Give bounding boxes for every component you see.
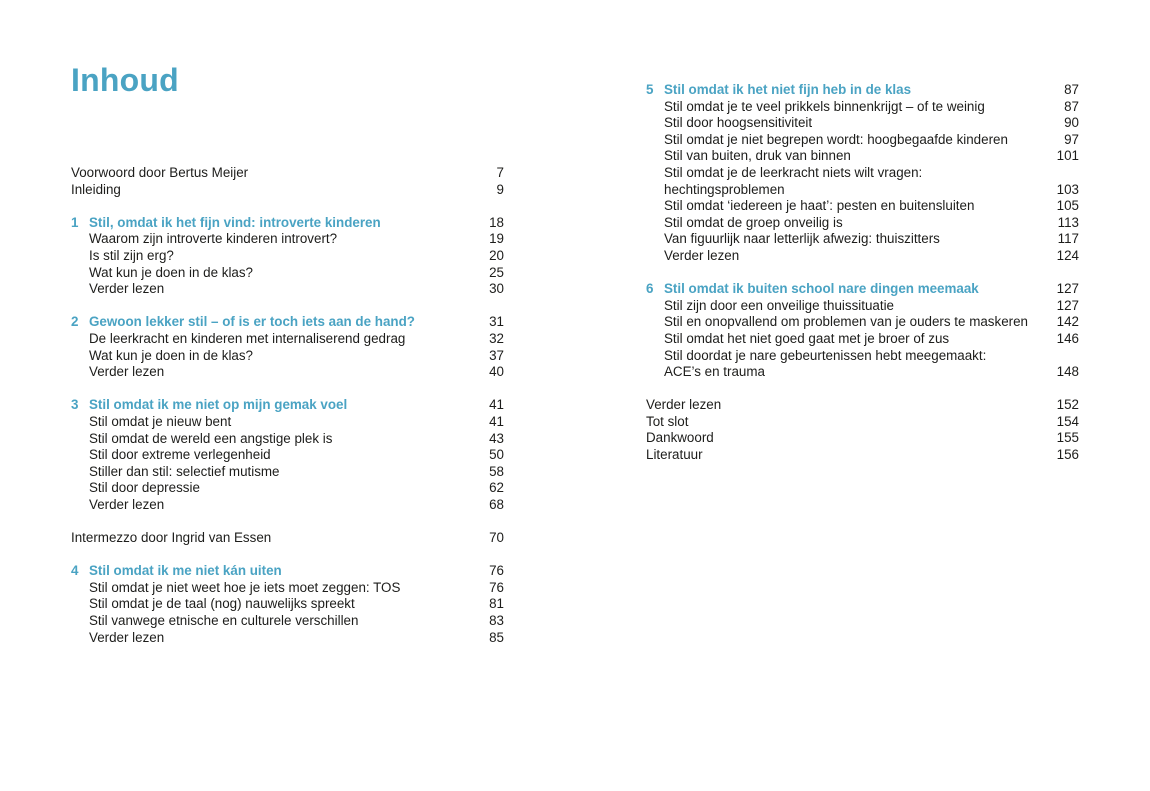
toc-entry: Inleiding 9 — [71, 181, 504, 197]
toc-entry: Verder lezen 85 — [89, 629, 504, 645]
chapter-heading-2: 2 Gewoon lekker stil – of is er toch iets aan de hand? 31 — [71, 314, 504, 330]
toc-entry: Stil door depressie 62 — [89, 480, 504, 496]
toc-entry: Stil door extreme verlegenheid 50 — [89, 447, 504, 463]
toc-entry: Stil omdat je de leerkracht niets wilt vragen: — [664, 164, 923, 180]
toc-right-column — [646, 82, 1079, 464]
toc-entry: Stil omdat je niet begrepen wordt: hoogbegaafde kinderen 97 — [664, 131, 1079, 147]
toc-entry: Stil omdat je de taal (nog) nauwelijks spreekt 81 — [89, 596, 504, 612]
toc-entry: ACE’s en trauma 148 — [664, 364, 1079, 380]
toc-left-column — [71, 165, 504, 646]
toc-entry: Verder lezen 30 — [89, 281, 504, 297]
toc-entry: Stil door hoogsensitiviteit 90 — [664, 115, 1079, 131]
toc-entry-back-matter: Literatuur 156 — [646, 447, 1079, 463]
toc-entry: Stil doordat je nare gebeurtenissen hebt meegemaakt: — [664, 347, 987, 363]
toc-entry-back-matter: Dankwoord 155 — [646, 430, 1079, 446]
toc-entry: Voorwoord door Bertus Meijer 7 — [71, 165, 504, 180]
chapter-heading-1: 1 Stil, omdat ik het fijn vind: introverte kinderen 18 — [71, 214, 504, 230]
toc-entry: Wat kun je doen in de klas? 25 — [89, 264, 504, 280]
toc-entry: Stil omdat je nieuw bent 41 — [89, 413, 504, 429]
toc-entry-back-matter: Verder lezen 152 — [646, 397, 1079, 413]
toc-entry: Verder lezen 40 — [89, 364, 504, 380]
toc-entry: Stil omdat je te veel prikkels binnenkrijgt – of te weinig 87 — [664, 98, 1079, 114]
toc-entry: Waarom zijn introverte kinderen introvert? 19 — [89, 231, 504, 247]
toc-entry: Stil omdat je niet weet hoe je iets moet zeggen: TOS 76 — [89, 579, 504, 595]
toc-entry-back-matter: Tot slot 154 — [646, 413, 1079, 429]
chapter-heading-5: 5 Stil omdat ik het niet fijn heb in de klas 87 — [646, 82, 1079, 97]
toc-entry: Stil vanwege etnische en culturele verschillen 83 — [89, 613, 504, 629]
toc-entry: De leerkracht en kinderen met internaliserend gedrag 32 — [89, 330, 504, 346]
toc-entry: Is stil zijn erg? 20 — [89, 247, 504, 263]
chapter-heading-6: 6 Stil omdat ik buiten school nare dingen meemaak 127 — [646, 281, 1079, 297]
toc-entry: hechtingsproblemen 103 — [664, 181, 1079, 197]
toc-entry: Stil omdat ‘iedereen je haat’: pesten en buitensluiten 105 — [664, 198, 1079, 214]
toc-entry: Stil omdat de wereld een angstige plek is 43 — [89, 430, 504, 446]
page-title: Inhoud — [71, 62, 179, 98]
toc-entry: Van figuurlijk naar letterlijk afwezig: thuiszitters 117 — [664, 231, 1079, 247]
toc-entry: Wat kun je doen in de klas? 37 — [89, 347, 504, 363]
toc-entry: Stil omdat de groep onveilig is 113 — [664, 214, 1079, 230]
toc-entry: Stiller dan stil: selectief mutisme 58 — [89, 463, 504, 479]
toc-entry: Stil van buiten, druk van binnen 101 — [664, 148, 1079, 164]
toc-entry-intermezzo: Intermezzo door Ingrid van Essen 70 — [71, 530, 504, 546]
chapter-heading-3: 3 Stil omdat ik me niet op mijn gemak voel 41 — [71, 397, 504, 413]
chapter-heading-4: 4 Stil omdat ik me niet kán uiten 76 — [71, 563, 504, 579]
toc-entry: Stil en onopvallend om problemen van je ouders te maskeren 142 — [664, 314, 1079, 330]
toc-entry: Verder lezen 68 — [89, 496, 504, 512]
toc-entry: Stil omdat het niet goed gaat met je broer of zus 146 — [664, 330, 1079, 346]
toc-entry: Verder lezen 124 — [664, 247, 1079, 263]
toc-entry: Stil zijn door een onveilige thuissituatie 127 — [664, 297, 1079, 313]
